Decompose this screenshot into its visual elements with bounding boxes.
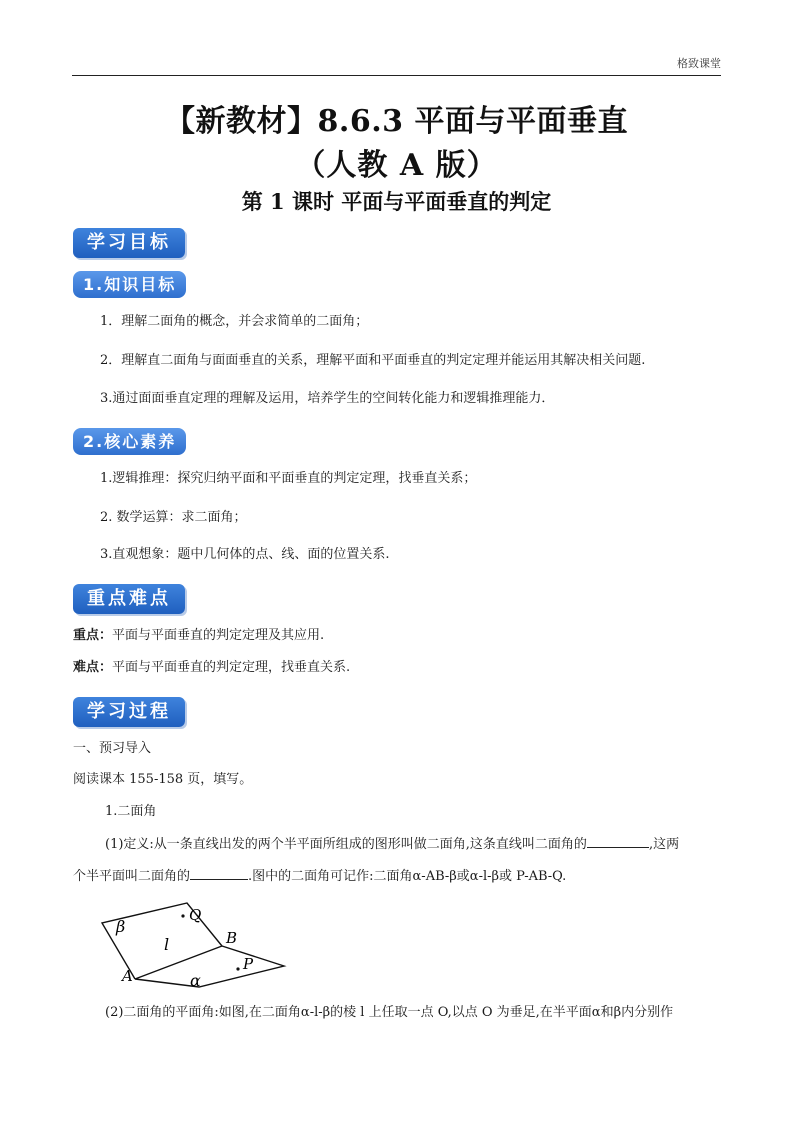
label-b: B — [226, 929, 238, 947]
label-q: Q — [189, 906, 202, 924]
definition-line-2 — [73, 867, 566, 886]
definition-text-a: (1)定义:从一条直线出发的两个半平面所组成的图形叫做二面角,这条直线叫二面角的 — [105, 837, 587, 852]
literacy-item-1: 1.逻辑推理：探究归纳平面和平面垂直的判定定理，找垂直关系； — [100, 471, 477, 486]
item-dihedral: 1.二面角 — [105, 804, 157, 819]
label-beta: β — [116, 917, 126, 936]
literacy-badge: 2.核心素养 — [73, 428, 186, 455]
blank-face[interactable] — [190, 867, 248, 880]
header-divider — [72, 75, 721, 76]
knowledge-badge: 1.知识目标 — [73, 271, 186, 298]
point-p-dot — [236, 967, 239, 970]
definition-text-d: .图中的二面角可记作:二面角α-AB-β或α-l-β或 P-AB-Q. — [248, 869, 567, 884]
process-badge: 学习过程 — [73, 697, 185, 727]
point-q-dot — [181, 914, 184, 917]
definition-line-1 — [105, 835, 679, 854]
objectives-badge: 学习目标 — [73, 228, 185, 258]
lesson-title: 第 1 课时 平面与平面垂直的判定 — [241, 189, 552, 214]
key-point — [73, 627, 324, 645]
difficulty-point — [73, 659, 350, 677]
literacy-item-2: 2. 数学运算：求二面角； — [100, 510, 247, 525]
label-l: l — [164, 935, 170, 954]
key-label: 重点： — [73, 628, 113, 643]
blank-edge[interactable] — [587, 835, 649, 848]
key-text: 平面与平面垂直的判定定理及其应用. — [112, 628, 325, 643]
label-alpha: α — [190, 971, 201, 990]
edge-ab — [135, 946, 222, 979]
knowledge-item-1: 1．理解二面角的概念，并会求简单的二面角； — [100, 314, 369, 329]
knowledge-item-2: 2．理解直二面角与面面垂直的关系，理解平面和平面垂直的判定定理并能运用其解决相关问题. — [100, 353, 646, 368]
keypoints-badge: 重点难点 — [73, 584, 185, 614]
preview-heading: 一、预习导入 — [73, 741, 152, 756]
header-brand: 格致课堂 — [677, 57, 721, 70]
reading-instruction: 阅读课本 155-158 页，填写。 — [73, 772, 253, 787]
difficulty-label: 难点： — [73, 660, 113, 675]
dihedral-angle-figure — [90, 893, 300, 993]
plane-beta-edge — [102, 903, 222, 979]
difficulty-text: 平面与平面垂直的判定定理，找垂直关系. — [112, 660, 351, 675]
label-p: P — [243, 955, 254, 973]
definition-text-b: ,这两 — [648, 837, 680, 852]
page-title: 【新教材】8.6.3 平面与平面垂直 — [165, 104, 628, 139]
literacy-item-3: 3.直观想象：题中几何体的点、线、面的位置关系. — [100, 547, 390, 562]
label-a: A — [122, 967, 133, 985]
plane-angle-definition: (2)二面角的平面角:如图,在二面角α-l-β的棱 l 上任取一点 O,以点 O 为垂足,在半平面α和β内分别作 — [105, 1005, 674, 1020]
page-subtitle: （人教 A 版） — [295, 148, 498, 183]
plane-alpha-edge — [135, 946, 284, 987]
knowledge-item-3: 3.通过面面垂直定理的理解及运用，培养学生的空间转化能力和逻辑推理能力． — [100, 391, 555, 406]
definition-text-c: 个半平面叫二面角的 — [73, 869, 191, 884]
